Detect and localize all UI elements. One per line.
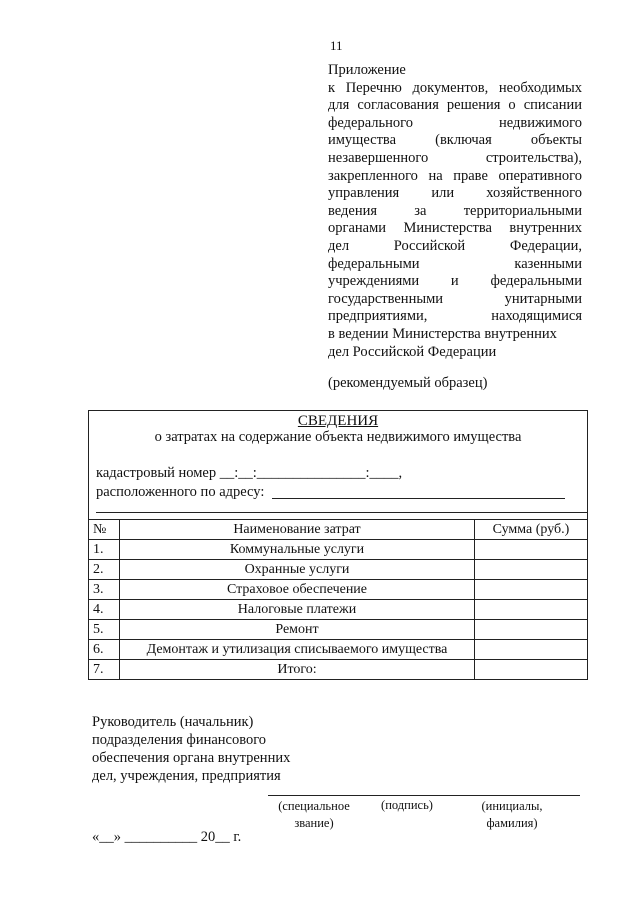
appendix-line: ведения за территориальными (328, 202, 582, 219)
row-num: 4. (89, 600, 120, 620)
row-name: Страховое обеспечение (120, 580, 475, 600)
table-row-total (89, 660, 588, 680)
sample-note: (рекомендуемый образец) (328, 375, 488, 391)
caption-initials-surname: (инициалы, фамилия) (481, 799, 543, 830)
appendix-line: учреждениями и федеральными (328, 273, 582, 290)
signatory-block (92, 713, 290, 785)
table-header-row (89, 520, 588, 540)
row-sum (475, 560, 588, 580)
appendix-line: дел Российской Федерации (328, 343, 497, 360)
caption-signature: (подпись) (381, 798, 433, 812)
page-number: 11 (330, 38, 343, 53)
appendix-line: федерального недвижимого (328, 114, 582, 131)
row-num: 7. (89, 660, 120, 680)
header-name: Наименование затрат (120, 520, 475, 540)
appendix-line: незавершенного строительства), (328, 149, 582, 166)
row-sum (475, 620, 588, 640)
appendix-line: государственными унитарными (328, 290, 582, 307)
row-name: Налоговые платежи (120, 600, 475, 620)
row-name: Демонтаж и утилизация списываемого имущества (120, 640, 475, 660)
signatory-line: подразделения финансового (92, 732, 267, 748)
appendix-line: управления или хозяйственного (328, 185, 582, 202)
row-name: Охранные услуги (120, 560, 475, 580)
row-num: 3. (89, 580, 120, 600)
table-row (89, 540, 588, 560)
appendix-heading: Приложение (328, 62, 406, 78)
address-blank-line-2 (96, 512, 587, 513)
signatory-line: Руководитель (начальник) (92, 714, 254, 730)
row-sum (475, 540, 588, 560)
appendix-line: дел Российской Федерации, (328, 237, 582, 254)
row-num: 5. (89, 620, 120, 640)
signature-underline (268, 795, 580, 796)
table-row (89, 600, 588, 620)
row-num: 6. (89, 640, 120, 660)
appendix-line: имущества (включая объекты (328, 132, 582, 149)
table-row (89, 640, 588, 660)
form-title: СВЕДЕНИЯ (297, 413, 379, 429)
row-sum (475, 580, 588, 600)
appendix-line: в ведении Министерства внутренних (328, 325, 557, 342)
address-label: расположенного по адресу: (96, 484, 265, 500)
appendix-line: предприятиями, находящимися (328, 308, 582, 325)
table-row (89, 580, 588, 600)
appendix-header (328, 62, 582, 361)
appendix-line: к Перечню документов, необходимых (328, 79, 582, 96)
appendix-line: органами Министерства внутренних (328, 220, 582, 237)
row-sum (475, 600, 588, 620)
row-name: Коммунальные услуги (120, 540, 475, 560)
date-line: «__» __________ 20__ г. (92, 829, 242, 845)
header-num: № (89, 520, 120, 540)
header-sum: Сумма (руб.) (475, 520, 588, 540)
form-subtitle: о затратах на содержание объекта недвижимого имущества (154, 429, 522, 445)
appendix-line: федеральными казенными (328, 255, 582, 272)
signatory-line: обеспечения органа внутренних (92, 750, 291, 766)
row-sum (475, 660, 588, 680)
row-num: 2. (89, 560, 120, 580)
row-name: Ремонт (120, 620, 475, 640)
row-sum (475, 640, 588, 660)
cadastral-number-field: кадастровый номер __:__:_______________:____, (96, 465, 403, 481)
table-row (89, 560, 588, 580)
signatory-line: дел, учреждения, предприятия (92, 768, 281, 784)
caption-special-rank: (специальное звание) (278, 799, 350, 830)
costs-table (88, 519, 588, 680)
row-num: 1. (89, 540, 120, 560)
appendix-line: для согласования решения о списании (328, 97, 582, 114)
address-blank-line (272, 498, 565, 499)
table-row (89, 620, 588, 640)
row-name: Итого: (120, 660, 475, 680)
appendix-line: закрепленного на праве оперативного (328, 167, 582, 184)
